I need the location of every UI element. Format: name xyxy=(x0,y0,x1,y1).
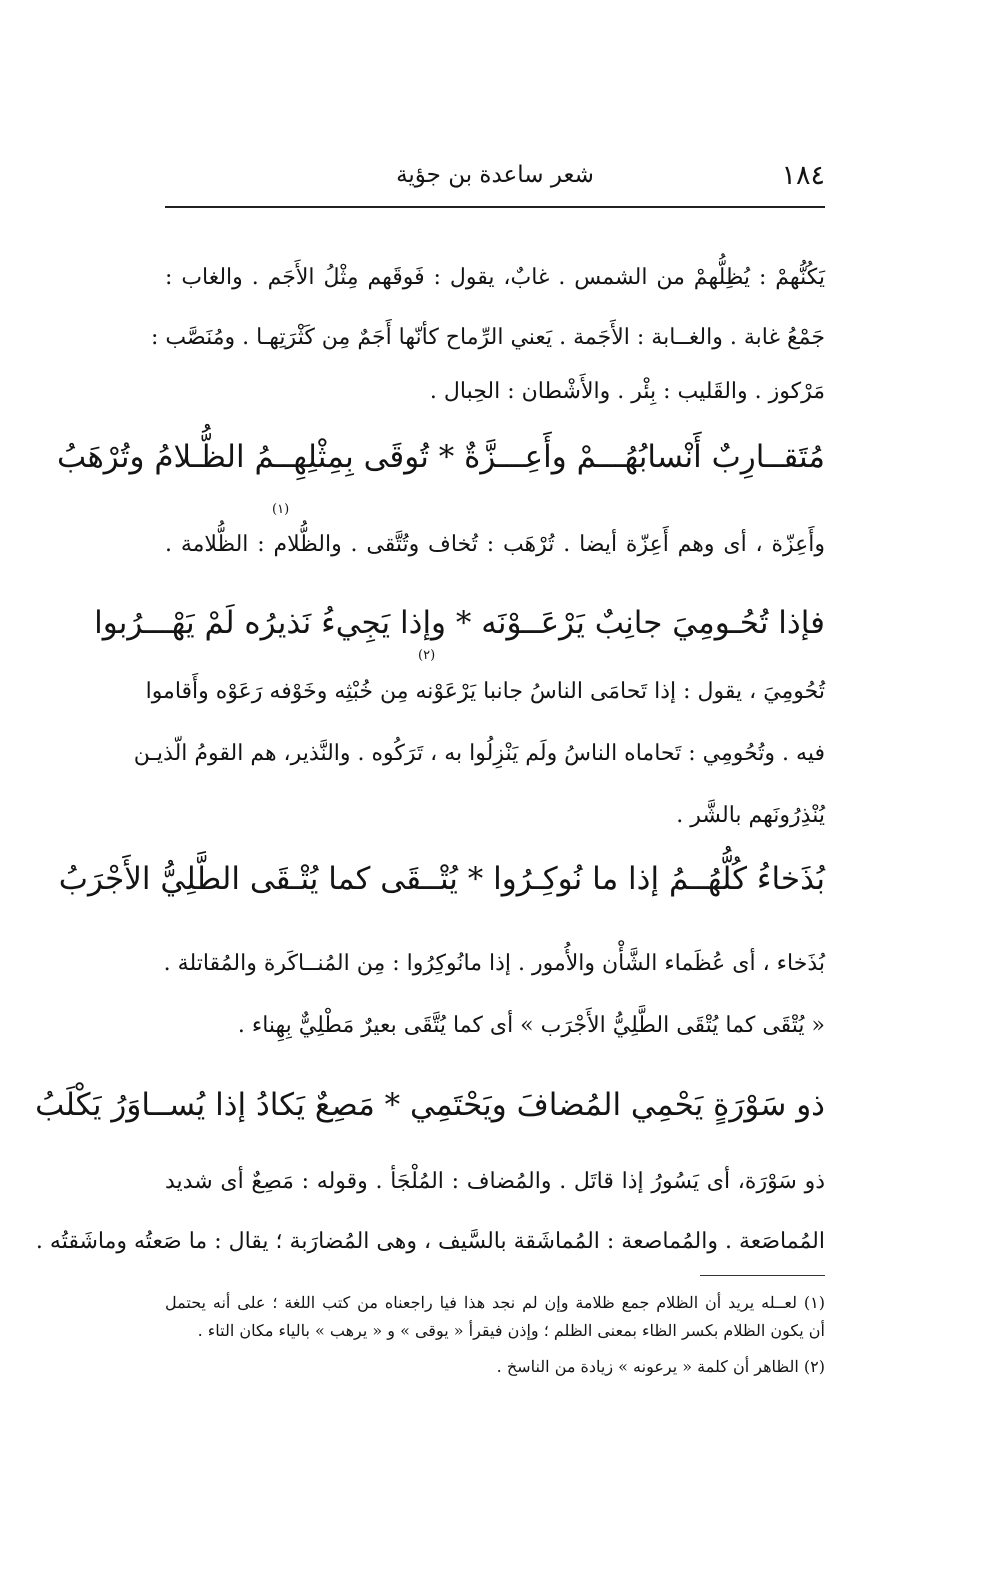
page-header xyxy=(165,160,825,196)
commentary-line: وأَعِزّة ، أى وهم أَعِزّة أيضا . تُرْهَب : تُخاف وتُتَّقى . والظُّلام : الظُّلامة . xyxy=(165,532,825,557)
footnote-line: (١) لعــله يريد أن الظلام جمع ظلامة وإن لم نجد هذا فيا راجعناه من كتب اللغة ؛ على أنه يحتمل xyxy=(165,1293,825,1312)
commentary-line: يَكُنُّهمْ : يُظِلُّهمْ من الشمس . غابٌ، يقول : فَوقَهم مِثْلُ الأَجَم . والغاب : xyxy=(165,265,825,290)
poem-verse: مُتَقــارِبٌ أَنْسابُهُـــمْ وأَعِـــزَّةٌ * تُوقَى بِمِثْلِهِــمُ الظُّـلامُ وتُرْهَبُ xyxy=(57,439,825,475)
commentary-line: جَمْعُ غابة . والغــابة : الأَجَمة . يَعني الرِّماح كأنّها أَجَمٌ مِن كَثْرَتِهـا . ومُنَصَّب : xyxy=(151,325,825,350)
commentary-line: المُماصَعة . والمُماصعة : المُماشَقة بالسَّيف ، وهى المُضارَبة ؛ يقال : ما صَعتُه وماشَقتُه . xyxy=(35,1229,825,1254)
commentary-line: يُنْذِرُونَهم بالشَّر . xyxy=(676,803,825,828)
poem-verse: ذو سَوْرَةٍ يَحْمِي المُضافَ ويَحْتَمِي * مَصِعٌ يَكادُ إذا يُســاوَرُ يَكْلَبُ xyxy=(35,1087,825,1123)
footnote-rule xyxy=(700,1275,825,1276)
commentary-line: فيه . وتُحُومِي : تَحاماه الناسُ ولَم يَنْزِلُوا به ، تَرَكُوه . والنَّذير، هم القومُ الّذيـن xyxy=(133,741,825,766)
commentary-line: تُحُومِيَ ، يقول : إذا تَحامَى الناسُ جانبا يَرْعَوْنه مِن خُبْثِه وخَوْفه رَعَوْه وأَقاموا xyxy=(145,679,825,704)
poem-verse: بُذَخاءُ كُلُّهُــمُ إذا ما نُوكِـرُوا * يُتْــقَى كما يُتْـقَى الطَّلِيُّ الأَجْرَبُ xyxy=(58,861,825,897)
page-number: ١٨٤ xyxy=(781,160,825,191)
footnote-marker: (١) xyxy=(272,502,290,517)
commentary-line: ذو سَوْرَة، أى يَسُورُ إذا قاتَل . والمُضاف : المُلْجَأ . وقوله : مَصِعٌ أى شديد xyxy=(165,1169,825,1194)
running-title: شعر ساعدة بن جؤية xyxy=(396,162,594,188)
footnote-line: (٢) الظاهر أن كلمة « يرعونه » زيادة من الناسخ . xyxy=(496,1357,825,1376)
commentary-line: مَرْكوز . والقَليب : بِئْر . والأَشْطان : الحِبال . xyxy=(429,379,825,404)
commentary-line: بُذَخاء ، أى عُظَماء الشَّأْن والأُمور . إذا مانُوكِرُوا : مِن المُنــاكَرة والمُقاتلة . xyxy=(163,951,825,976)
header-rule xyxy=(165,206,825,208)
footnote-marker: (٢) xyxy=(418,648,436,663)
poem-verse: فإذا تُحُـومِيَ جانِبٌ يَرْعَــوْنَه * وإذا يَجِيءُ نَذيرُه لَمْ يَهْـــرُبوا xyxy=(94,605,825,641)
commentary-line: « يُتْقَى كما يُتْقَى الطَّلِيُّ الأَجْرَب » أى كما يُتَّقَى بعيرٌ مَطْلِيٌّ بِهِناء . xyxy=(237,1013,825,1038)
footnote-line: أن يكون الظلام بكسر الظاء بمعنى الظلم ؛ وإذن فيقرأ « يوقى » و « يرهب » بالياء مكان التاء . xyxy=(197,1321,825,1340)
